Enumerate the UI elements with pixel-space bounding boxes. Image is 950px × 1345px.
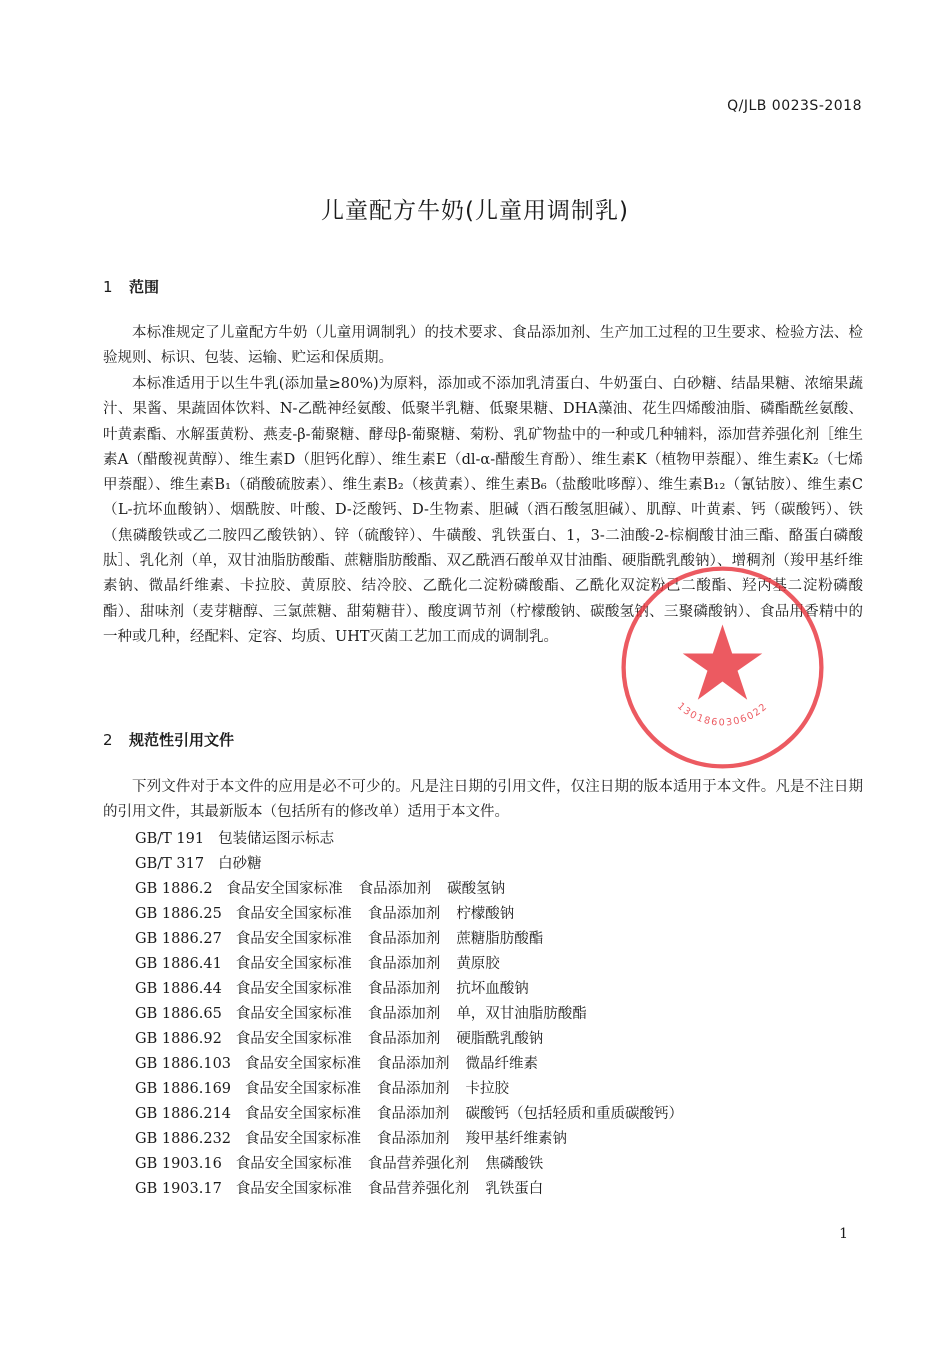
section-title: 范围	[129, 278, 160, 296]
reference-name: 羧甲基纤维素钠	[465, 1131, 568, 1147]
reference-name: 微晶纤维素	[465, 1056, 539, 1072]
reference-category: 食品添加剂	[367, 956, 441, 972]
reference-item	[135, 1152, 855, 1177]
reference-standard: 食品安全国家标准	[235, 931, 352, 947]
reference-category: 食品添加剂	[367, 981, 441, 997]
seal-number: 1301860306022	[674, 700, 771, 729]
references-intro: 下列文件对于本文件的应用是必不可少的。凡是注日期的引用文件，仅注日期的版本适用于本文件。凡是不注日期的引用文件，其最新版本（包括所有的修改单）适用于本文件。	[103, 779, 863, 821]
reference-item	[135, 1102, 855, 1127]
reference-item	[135, 1177, 855, 1202]
reference-code: GB 1886.65	[135, 1006, 222, 1022]
reference-item	[135, 1027, 855, 1052]
reference-name: 黄原胶	[456, 956, 500, 972]
reference-code: GB 1886.103	[135, 1056, 232, 1072]
section-heading-references	[103, 729, 234, 750]
reference-item	[135, 852, 855, 877]
reference-name: 卡拉胶	[465, 1081, 510, 1097]
reference-standard: 食品安全国家标准	[235, 1006, 352, 1022]
reference-item	[135, 877, 855, 902]
reference-standard: 食品安全国家标准	[235, 1031, 352, 1047]
reference-name: 单，双甘油脂肪酸酯	[456, 1006, 587, 1022]
section-number: 2	[103, 731, 113, 749]
reference-standard: 食品安全国家标准	[245, 1056, 362, 1072]
reference-code: GB 1886.25	[135, 906, 222, 922]
document-title: 儿童配方牛奶(儿童用调制乳)	[321, 198, 629, 224]
reference-standard: 食品安全国家标准	[235, 1156, 352, 1172]
reference-name: 硬脂酰乳酸钠	[456, 1031, 544, 1047]
reference-code: GB 1886.214	[135, 1106, 232, 1122]
reference-category: 食品添加剂	[358, 881, 432, 897]
reference-category: 食品添加剂	[377, 1056, 450, 1072]
page-number: 1	[839, 1226, 848, 1242]
reference-name: 抗坏血酸钠	[456, 981, 529, 997]
reference-name: 包装储运图示标志	[218, 831, 335, 847]
standard-code: Q/JLB 0023S-2018	[727, 98, 862, 114]
reference-category: 食品添加剂	[367, 1006, 441, 1022]
reference-code: GB 1903.17	[135, 1181, 222, 1197]
scope-paragraph-1: 本标准规定了儿童配方牛奶（儿童用调制乳）的技术要求、食品添加剂、生产加工过程的卫生要求、检验方法、检验规则、标识、包装、运输、贮运和保质期。	[103, 325, 863, 367]
reference-name: 碳酸钙（包括轻质和重质碳酸钙）	[465, 1106, 684, 1122]
reference-code: GB 1903.16	[135, 1156, 222, 1172]
reference-category: 食品营养强化剂	[367, 1181, 470, 1197]
reference-category: 食品添加剂	[367, 906, 441, 922]
section-number: 1	[103, 278, 113, 296]
reference-standard: 食品安全国家标准	[235, 981, 352, 997]
reference-standard: 食品安全国家标准	[245, 1131, 362, 1147]
reference-name: 蔗糖脂肪酸酯	[456, 931, 544, 947]
reference-name: 焦磷酸铁	[485, 1156, 544, 1172]
reference-code: GB/T 317	[135, 856, 205, 872]
reference-item	[135, 1127, 855, 1152]
reference-category: 食品添加剂	[367, 931, 441, 947]
reference-category: 食品营养强化剂	[367, 1156, 470, 1172]
reference-standard: 食品安全国家标准	[235, 956, 352, 972]
reference-category: 食品添加剂	[377, 1131, 450, 1147]
reference-item	[135, 952, 855, 977]
reference-name: 白砂糖	[218, 856, 262, 872]
reference-item	[135, 927, 855, 952]
reference-item	[135, 902, 855, 927]
reference-name: 乳铁蛋白	[485, 1181, 544, 1197]
reference-code: GB 1886.232	[135, 1131, 232, 1147]
reference-standard: 食品安全国家标准	[235, 1181, 352, 1197]
reference-standard: 食品安全国家标准	[245, 1106, 362, 1122]
section-title: 规范性引用文件	[129, 731, 235, 749]
reference-code: GB 1886.41	[135, 956, 222, 972]
reference-item	[135, 1002, 855, 1027]
scope-paragraph-2: 本标准适用于以生牛乳(添加量≥80%)为原料，添加或不添加乳清蛋白、牛奶蛋白、白砂糖、结晶果糖、浓缩果蔬汁、果酱、果蔬固体饮料、N-乙酰神经氨酸、低聚半乳糖、低聚果糖、DHA藻油、花生四烯酸油脂、磷酯酰丝氨酸、叶黄素酯、水解蛋黄粉、燕麦-β-葡聚糖、酵母β-葡聚糖、菊粉、乳矿物盐中的一种或几种辅料，添加营养强化剂［维生素A（醋酸视黄醇）、维生素D（胆钙化醇）、维生素E（dl-α-醋酸生育酚）、维生素K（植物甲萘醌）、维生素K₂（七烯甲萘醌）、维生素B₁（硝酸硫胺素）、维生素B₂（核黄素）、维生素B₆（盐酸吡哆醇）、维生素B₁₂（氰钴胺）、维生素C（L-抗坏血酸钠）、烟酰胺、叶酸、D-泛酸钙、D-生物素、胆碱（酒石酸氢胆碱）、肌醇、叶黄素、钙（碳酸钙）、铁（焦磷酸铁或乙二胺四乙酸铁钠）、锌（硫酸锌）、牛磺酸、乳铁蛋白、1，3-二油酸-2-棕榈酸甘油三酯、酪蛋白磷酸肽］、乳化剂（单，双甘油脂肪酸酯、蔗糖脂肪酸酯、双乙酰酒石酸单双甘油酯、硬脂酰乳酸钠）、增稠剂（羧甲基纤维素钠、微晶纤维素、卡拉胶、黄原胶、结冷胶、乙酰化二淀粉磷酸酯、乙酰化双淀粉己二酸酯、羟丙基二淀粉磷酸酯）、甜味剂（麦芽糖醇、三氯蔗糖、甜菊糖苷）、酸度调节剂（柠檬酸钠、碳酸氢钠、三聚磷酸钠）、食品用香精中的一种或几种，经配料、定容、均质、UHT灭菌工艺加工而成的调制乳。	[103, 376, 863, 645]
reference-category: 食品添加剂	[377, 1081, 450, 1097]
reference-standard: 食品安全国家标准	[235, 906, 352, 922]
reference-code: GB 1886.169	[135, 1081, 232, 1097]
reference-standard: 食品安全国家标准	[226, 881, 343, 897]
reference-code: GB/T 191	[135, 831, 205, 847]
reference-item	[135, 1077, 855, 1102]
section-heading-scope	[103, 276, 159, 297]
reference-standard: 食品安全国家标准	[245, 1081, 362, 1097]
reference-item	[135, 827, 855, 852]
reference-name: 碳酸氢钠	[447, 881, 506, 897]
reference-list	[135, 827, 855, 1202]
reference-code: GB 1886.44	[135, 981, 222, 997]
reference-code: GB 1886.92	[135, 1031, 222, 1047]
reference-code: GB 1886.2	[135, 881, 213, 897]
reference-name: 柠檬酸钠	[456, 906, 515, 922]
reference-item	[135, 977, 855, 1002]
reference-category: 食品添加剂	[367, 1031, 441, 1047]
reference-item	[135, 1052, 855, 1077]
reference-category: 食品添加剂	[377, 1106, 450, 1122]
reference-code: GB 1886.27	[135, 931, 222, 947]
